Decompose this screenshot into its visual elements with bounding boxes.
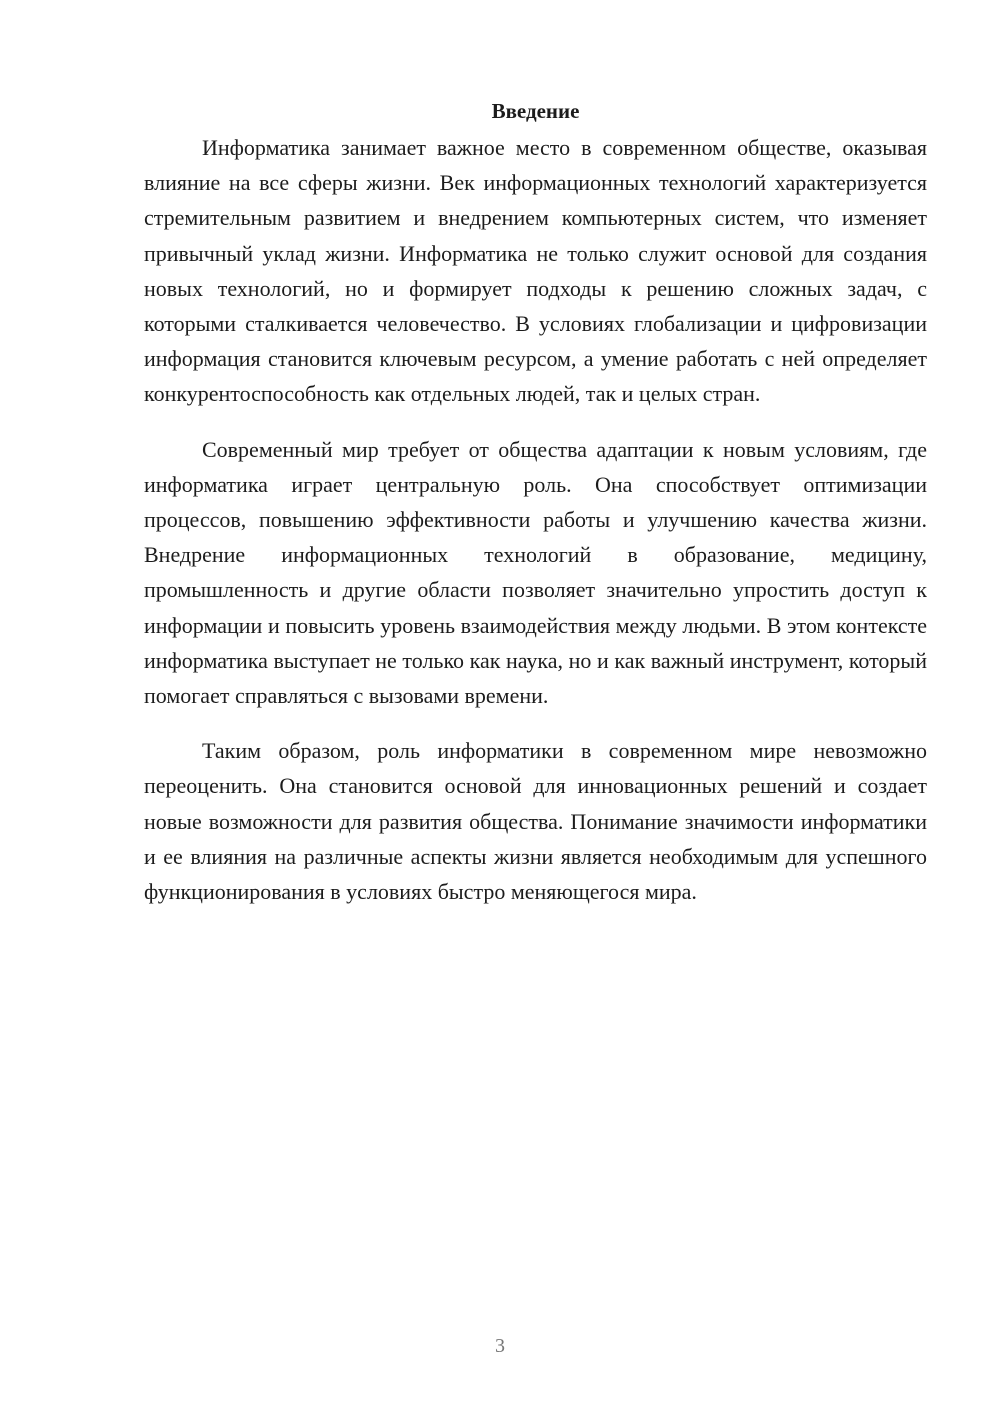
- page-number: 3: [495, 1335, 505, 1357]
- paragraph-2: Современный мир требует от общества адаптации к новым условиям, где информатика играет центральную роль. Она способствует оптимизации процессов, повышению эффективности работы и улучшению качества жизни. Внедрение информационных технологий в образование, медицину, промышленность и другие области позволяет значительно упростить доступ к информации и повысить уровень взаимодействия между людьми. В этом контексте информатика выступает не только как наука, но и как важный инструмент, который помогает справляться с вызовами времени.: [144, 436, 927, 709]
- paragraph-1: Информатика занимает важное место в современном обществе, оказывая влияние на все сферы жизни. Век информационных технологий характеризуется стремительным развитием и внедрением компьютерных систем, что изменяет привычный уклад жизни. Информатика не только служит основой для создания новых технологий, но и формирует подходы к решению сложных задач, с которыми сталкивается человечество. В условиях глобализации и цифровизации информация становится ключевым ресурсом, а умение работать с ней определяет конкурентоспособность как отдельных людей, так и целых стран.: [144, 135, 927, 407]
- page-content: [144, 96, 927, 929]
- section-heading: Введение: [491, 99, 580, 123]
- paragraph-3: Таким образом, роль информатики в современном мире невозможно переоценить. Она становится основой для инновационных решений и создает новые возможности для развития общества. Понимание значимости информатики и ее влияния на различные аспекты жизни является необходимым для успешного функционирования в условиях быстро меняющегося мира.: [144, 738, 927, 905]
